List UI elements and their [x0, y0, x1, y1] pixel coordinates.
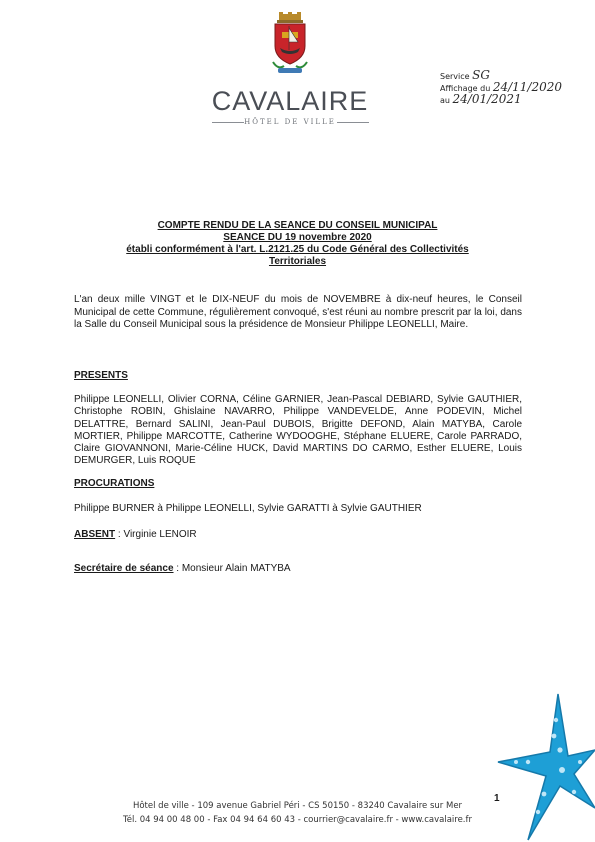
secretary-value: : Monsieur Alain MATYBA: [173, 563, 291, 574]
title-line: Territoriales: [268, 256, 327, 267]
footer-contact: Tél. 04 94 00 48 00 - Fax 04 94 64 60 43 - courrier@cavalaire.fr - www.cavalaire.fr: [122, 815, 472, 825]
brand-rule: [337, 122, 369, 123]
city-name: CAVALAIRE: [211, 86, 369, 116]
absent-label: ABSENT: [74, 529, 116, 540]
absent-line: [74, 529, 197, 540]
coat-of-arms-logo: [270, 12, 310, 78]
posted-date: 24/11/2020: [492, 80, 562, 94]
until-date: 24/01/2021: [452, 92, 522, 106]
procurations-heading: PROCURATIONS: [74, 478, 155, 489]
page-number: 1: [494, 793, 500, 804]
posting-stamp: [440, 70, 580, 106]
presents-heading: PRESENTS: [74, 370, 128, 381]
absent-value: : Virginie LENOIR: [115, 529, 197, 540]
title-line: SEANCE DU 19 novembre 2020: [223, 232, 372, 243]
posted-label: Affichage du: [440, 84, 491, 93]
town-hall-label: HÔTEL DE VILLE: [244, 118, 336, 126]
title-line: établi conformément à l'art. L.2121.25 du Code Général des Collectivités: [126, 244, 469, 255]
presents-list: Philippe LEONELLI, Olivier CORNA, Céline GARNIER, Jean-Pascal DEBIARD, Sylvie GAUTHIER, Christophe ROBIN, Ghislaine NAVARRO, Philippe VANDEVELDE, Anne PODEVIN, Michel DELATTRE, Bernard SALINI, Jean-Paul DUBOIS, Brigitte DEFOND, Alain MATYBA, Carole MORTIER, Philippe MARCOTTE, Catherine WYDOOGHE, Stéphane ELUERE, Carole PARRADO, Claire GIOVANNONI, Marie-Céline HUCK, David MARTINS DO CARMO, Esther ELUERE, Louis DEMURGER, Luis ROQUE: [74, 394, 522, 467]
until-label: au: [440, 96, 450, 105]
service-label: Service: [440, 72, 470, 81]
secretary-label: Secrétaire de séance: [74, 563, 174, 574]
intro-paragraph: L'an deux mille VINGT et le DIX-NEUF du mois de NOVEMBRE à dix-neuf heures, le Conseil Municipal de cette Commune, régulièrement convoqué, s'est réuni au nombre prescrit par la loi, dans la Salle du Conseil Municipal sous la présidence de Monsieur Philippe LEONELLI, Maire.: [74, 294, 522, 330]
service-value: SG: [472, 68, 490, 82]
title-line: COMPTE RENDU DE LA SEANCE DU CONSEIL MUNICIPAL: [157, 220, 438, 231]
document-title: [90, 220, 505, 268]
procurations-list: Philippe BURNER à Philippe LEONELLI, Sylvie GARATTI à Sylvie GAUTHIER: [74, 503, 422, 514]
footer-address: Hôtel de ville - 109 avenue Gabriel Péri - CS 50150 - 83240 Cavalaire sur Mer: [132, 801, 463, 811]
secretary-line: [74, 563, 291, 574]
